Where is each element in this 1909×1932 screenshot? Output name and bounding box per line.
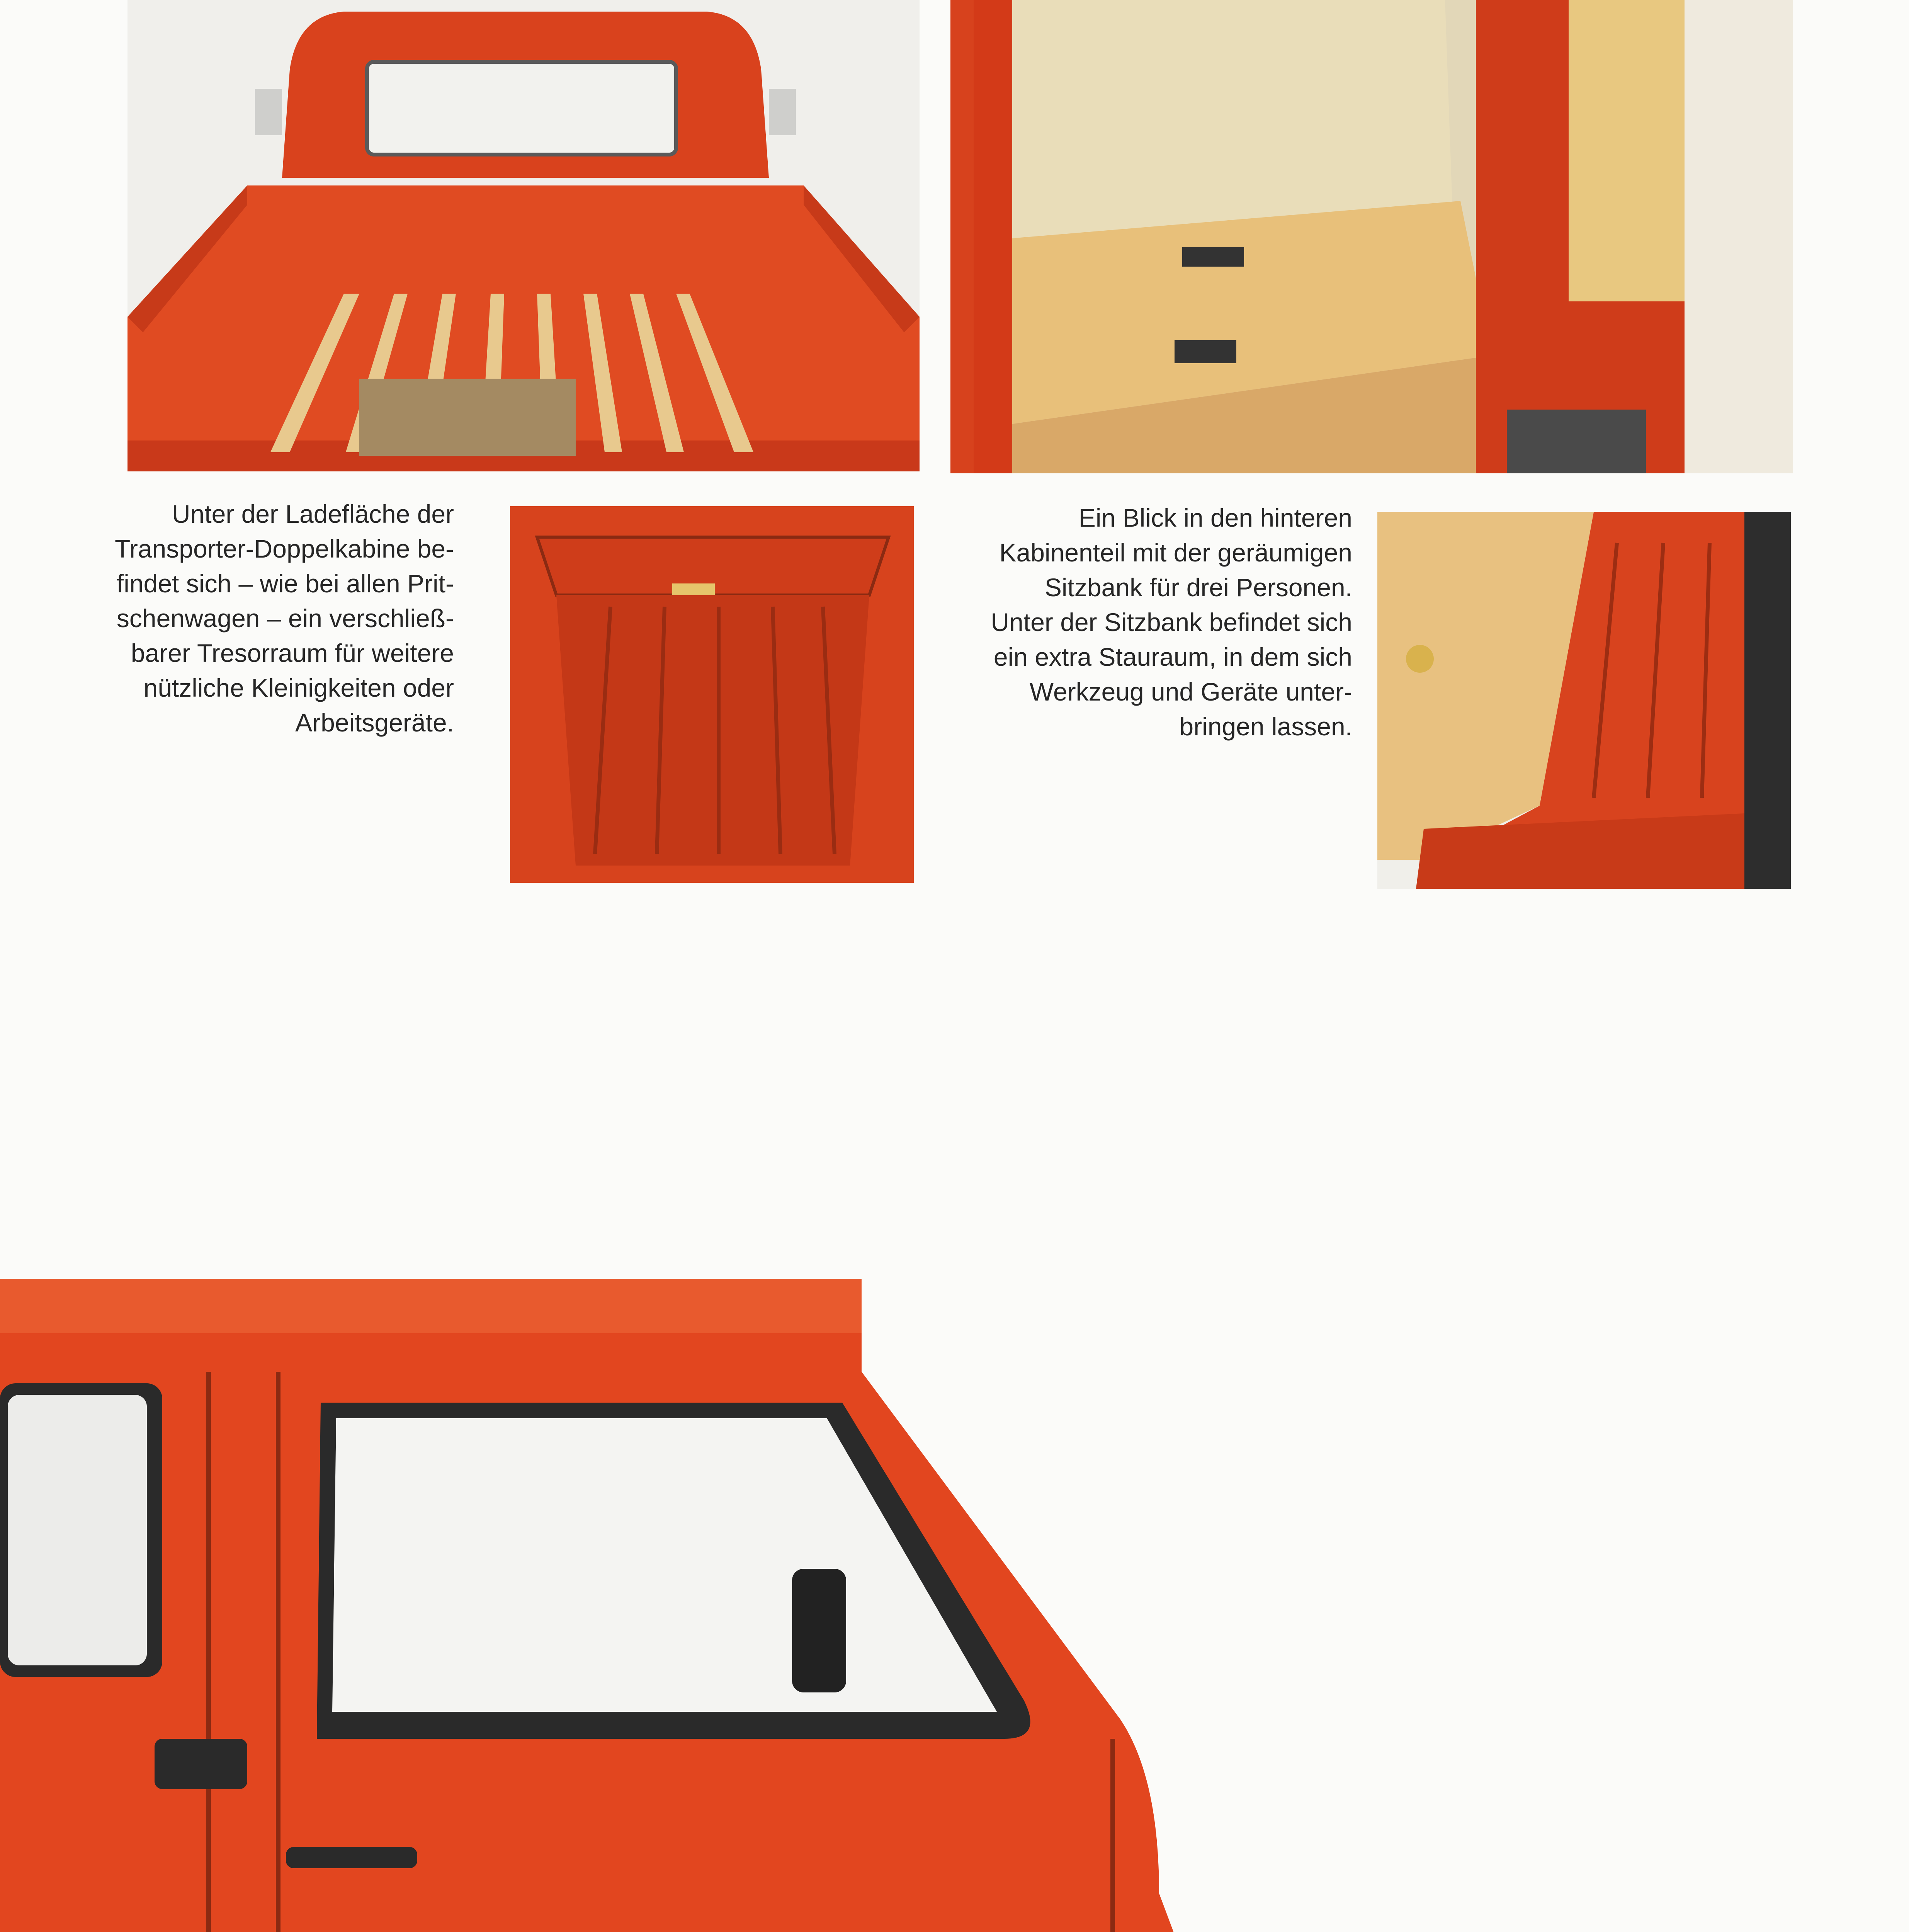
- photo-van-side: [0, 1256, 1352, 1932]
- caption-line: bringen lassen.: [1179, 712, 1352, 741]
- caption-line: ein extra Stauraum, in dem sich: [993, 643, 1352, 671]
- caption-line: barer Tresorraum für weitere: [131, 639, 454, 667]
- photo-rear-bench: [950, 0, 1793, 473]
- caption-line: schenwagen – ein verschließ-: [116, 604, 454, 633]
- caption-line: findet sich – wie bei allen Prit-: [116, 569, 454, 598]
- caption-line: Unter der Sitzbank befindet sich: [991, 608, 1352, 636]
- caption-line: Unter der Ladefläche der: [172, 500, 454, 528]
- caption-line: Arbeitsgeräte.: [295, 708, 454, 737]
- photo-seat-storage: [1377, 512, 1791, 889]
- caption-line: Transporter-Doppelkabine be-: [114, 534, 454, 563]
- photo-truck-bed: [127, 0, 920, 471]
- caption-line: Ein Blick in den hinteren: [1078, 503, 1352, 532]
- caption-line: Werkzeug und Geräte unter-: [1029, 677, 1352, 706]
- caption-storage-locker: [68, 497, 454, 740]
- photo-storage-locker: [510, 506, 914, 883]
- caption-line: nützliche Kleinigkeiten oder: [143, 673, 454, 702]
- caption-line: Sitzbank für drei Personen.: [1044, 573, 1352, 602]
- caption-line: Kabinenteil mit der geräumigen: [999, 538, 1352, 567]
- caption-rear-bench: [943, 500, 1352, 744]
